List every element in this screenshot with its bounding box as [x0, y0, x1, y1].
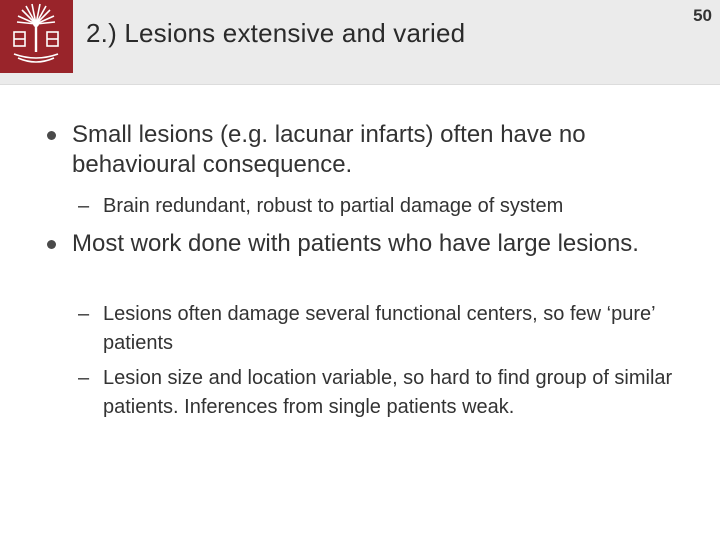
sub-bullet-item: [78, 192, 673, 221]
bullet-text: Most work done with patients who have large lesions.: [72, 230, 639, 257]
bullet-text: Small lesions (e.g. lacunar infarts) often have no behavioural consequence.: [72, 121, 586, 178]
sub-bullet-text: Brain redundant, robust to partial damage of system: [103, 195, 564, 217]
page-number: 50: [693, 6, 712, 25]
bullet-item: [72, 229, 672, 259]
sub-bullet-text: Lesion size and location variable, so hard to find group of similar patients. Inferences from single patients weak.: [103, 367, 673, 418]
sub-bullet-item: [78, 300, 673, 358]
dash-marker: –: [78, 195, 90, 217]
bullet-dot-icon: [47, 240, 56, 249]
bullet-dot-icon: [47, 131, 56, 140]
dash-marker: –: [78, 303, 90, 325]
sub-bullet-text: Lesions often damage several functional centers, so few ‘pure’ patients: [103, 303, 655, 354]
bullet-item: [72, 120, 672, 180]
dash-marker: –: [78, 367, 90, 389]
sub-bullet-item: [78, 364, 673, 422]
slide-title: 2.) Lesions extensive and varied: [86, 18, 466, 48]
